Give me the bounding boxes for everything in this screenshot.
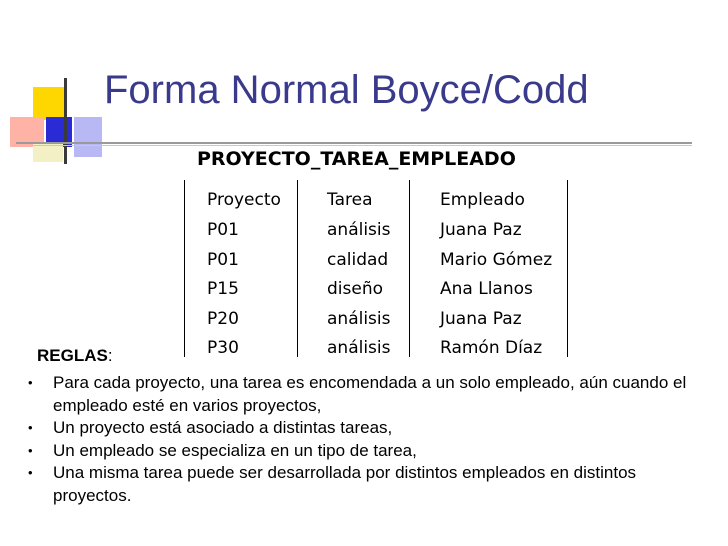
rules-heading-label: REGLAS — [37, 346, 108, 365]
table-right-border — [567, 180, 568, 357]
rules-heading — [37, 346, 113, 366]
table-left-border — [184, 180, 185, 357]
table-cell: análisis — [327, 338, 391, 358]
title-underline-shadow — [16, 145, 692, 146]
decorative-light-yellow-square — [33, 144, 63, 162]
rules-heading-colon: : — [107, 346, 113, 365]
table-cell: P30 — [207, 338, 239, 358]
bullet: • — [28, 375, 33, 390]
table-cell: diseño — [327, 279, 384, 299]
table-name: PROYECTO_TAREA_EMPLEADO — [197, 148, 516, 170]
table-cell: Ana Llanos — [440, 279, 533, 299]
table-cell: análisis — [327, 220, 391, 240]
rule-text: Para cada proyecto, una tarea es encomendada a un solo empleado, aún cuando el empleado esté en varios proyectos, — [53, 373, 687, 415]
table-cell: P20 — [207, 309, 239, 329]
table-cell: calidad — [327, 250, 389, 270]
table-divider-1 — [297, 180, 298, 357]
table-cell: Mario Gómez — [440, 250, 553, 270]
table-cell: Juana Paz — [440, 220, 522, 240]
decorative-yellow-square — [33, 87, 66, 120]
bullet: • — [28, 420, 33, 435]
list-item — [26, 417, 706, 440]
rule-text: Un proyecto está asociado a distintas tareas, — [53, 418, 393, 437]
list-item — [26, 440, 706, 463]
list-item — [26, 462, 706, 507]
table-cell: P15 — [207, 279, 239, 299]
rule-text: Un empleado se especializa en un tipo de tarea, — [53, 440, 417, 460]
relation-table — [184, 180, 568, 357]
title-underline — [16, 142, 692, 144]
list-item — [26, 372, 706, 417]
decorative-lavender-square — [74, 117, 102, 157]
rule-text: Una misma tarea puede ser desarrollada por distintos empleados en distintos proyectos. — [53, 463, 637, 505]
table-cell: P01 — [207, 220, 239, 240]
column-header-empleado: Empleado — [440, 190, 525, 210]
table-divider-2 — [409, 180, 410, 357]
rules-list — [26, 372, 706, 507]
bullet: • — [28, 442, 33, 458]
column-header-proyecto: Proyecto — [207, 190, 281, 210]
table-cell: Ramón Díaz — [440, 338, 543, 358]
table-cell: P01 — [207, 250, 239, 270]
table-cell: análisis — [327, 309, 391, 329]
decorative-vertical-line — [64, 78, 67, 164]
column-header-tarea: Tarea — [327, 190, 373, 210]
table-cell: Juana Paz — [440, 309, 522, 329]
slide-title: Forma Normal Boyce/Codd — [104, 68, 589, 112]
bullet: • — [28, 465, 33, 480]
